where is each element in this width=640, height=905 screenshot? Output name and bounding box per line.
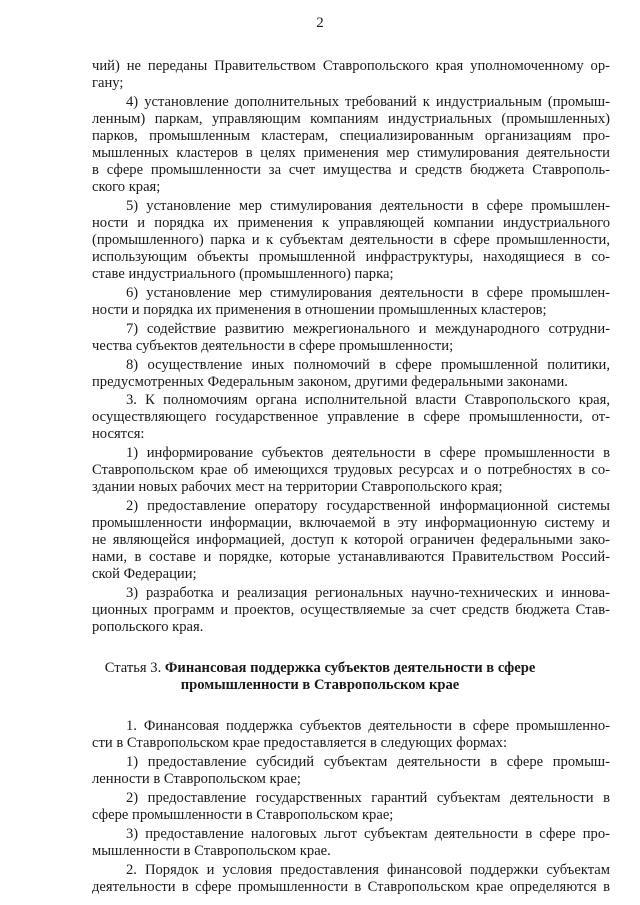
text-line: 2) предоставление оператору государственной информационной системы <box>126 498 610 514</box>
text-line: 1. Финансовая поддержка субъектов деятельности в сфере промышленно- <box>126 718 610 734</box>
text-line: 3) предоставление налоговых льгот субъектам деятельности в сфере про- <box>126 826 610 842</box>
text-line: чий) не переданы Правительством Ставропольского края уполномоченному ор- <box>92 58 610 74</box>
text-line: промышленности информации, включаемой в эту информационную систему и <box>92 515 610 531</box>
text-line: ности и порядка их применения к управляющей компании индустриального <box>92 215 610 231</box>
article-heading <box>0 660 640 677</box>
text-line: нами, в составе и порядке, которые устанавливаются Правительством Россий- <box>92 549 610 565</box>
text-line: чества субъектов деятельности в сфере промышленности; <box>92 338 454 354</box>
text-line: ского края; <box>92 179 161 195</box>
text-line: Ставропольском крае об имеющихся трудовых ресурсах и о потребностях в со- <box>92 462 610 478</box>
text-line: мышленных кластеров в целях применения мер стимулирования деятельности <box>92 145 610 161</box>
text-line: сфере промышленности в Ставропольском крае; <box>92 807 394 823</box>
article-title-line2: промышленности в Ставропольском крае <box>180 677 460 693</box>
text-line: ставе индустриального (промышленного) парка; <box>92 266 394 282</box>
text-line: гану; <box>92 75 124 91</box>
text-line: в сфере промышленности за счет имущества и средств бюджета Ставрополь- <box>92 162 610 178</box>
text-line: здании новых рабочих мест на территории Ставропольского края; <box>92 479 503 495</box>
text-line: использующим объекты промышленной инфраструктуры, находящиеся в со- <box>92 249 610 265</box>
article-heading-line2 <box>0 677 640 694</box>
text-line: 2. Порядок и условия предоставления финансовой поддержки субъектам <box>126 862 610 878</box>
text-line: мышленности в Ставропольском крае. <box>92 843 331 859</box>
text-line: сти в Ставропольском крае предоставляется в следующих формах: <box>92 735 508 751</box>
text-line: ности и порядка их применения в отношении промышленных кластеров; <box>92 302 547 318</box>
text-line: 4) установление дополнительных требований к индустриальным (промыш- <box>126 94 610 110</box>
text-line: деятельности в сфере промышленности в Ставропольском крае определяются в <box>92 879 610 895</box>
text-line: 5) установление мер стимулирования деятельности в сфере промышлен- <box>126 198 610 214</box>
text-line: 1) предоставление субсидий субъектам деятельности в сфере промыш- <box>126 754 610 770</box>
text-line: ленности в Ставропольском крае; <box>92 771 301 787</box>
text-line: предусмотренных Федеральным законом, другими федеральными законами. <box>92 374 568 390</box>
text-line: 3. К полномочиям органа исполнительной власти Ставропольского края, <box>126 392 610 408</box>
text-line: (промышленного) парка и к субъектам деятельности в сфере промышленности, <box>92 232 610 248</box>
text-line: 8) осуществление иных полномочий в сфере промышленной политики, <box>126 357 610 373</box>
text-line: не являющейся информацией, доступ к которой ограничен федеральными зако- <box>92 532 610 548</box>
text-line: 1) информирование субъектов деятельности в сфере промышленности в <box>126 445 610 461</box>
text-line: ленным) паркам, управляющим компаниям индустриальных (промышленных) <box>92 111 610 127</box>
text-line: 7) содействие развитию межрегионального и международного сотрудни- <box>126 321 610 337</box>
page-number: 2 <box>316 15 324 31</box>
text-line: 2) предоставление государственных гарантий субъектам деятельности в <box>126 790 610 806</box>
text-line: 3) разработка и реализация региональных научно-технических и иннова- <box>126 585 610 601</box>
text-line: носятся: <box>92 426 145 442</box>
text-line: ционных программ и проектов, осуществляемые за счет средств бюджета Став- <box>92 602 610 618</box>
article-title-line1: Финансовая поддержка субъектов деятельности в сфере <box>164 660 536 676</box>
text-line: ской Федерации; <box>92 566 197 582</box>
text-line: 6) установление мер стимулирования деятельности в сфере промышлен- <box>126 285 610 301</box>
text-line: парков, промышленным кластерам, специализированным организациям про- <box>92 128 610 144</box>
text-line: осуществляющего государственное управление в сфере промышленности, от- <box>92 409 610 425</box>
article-prefix: Статья 3. <box>104 660 165 676</box>
text-line: ропольского края. <box>92 619 204 635</box>
